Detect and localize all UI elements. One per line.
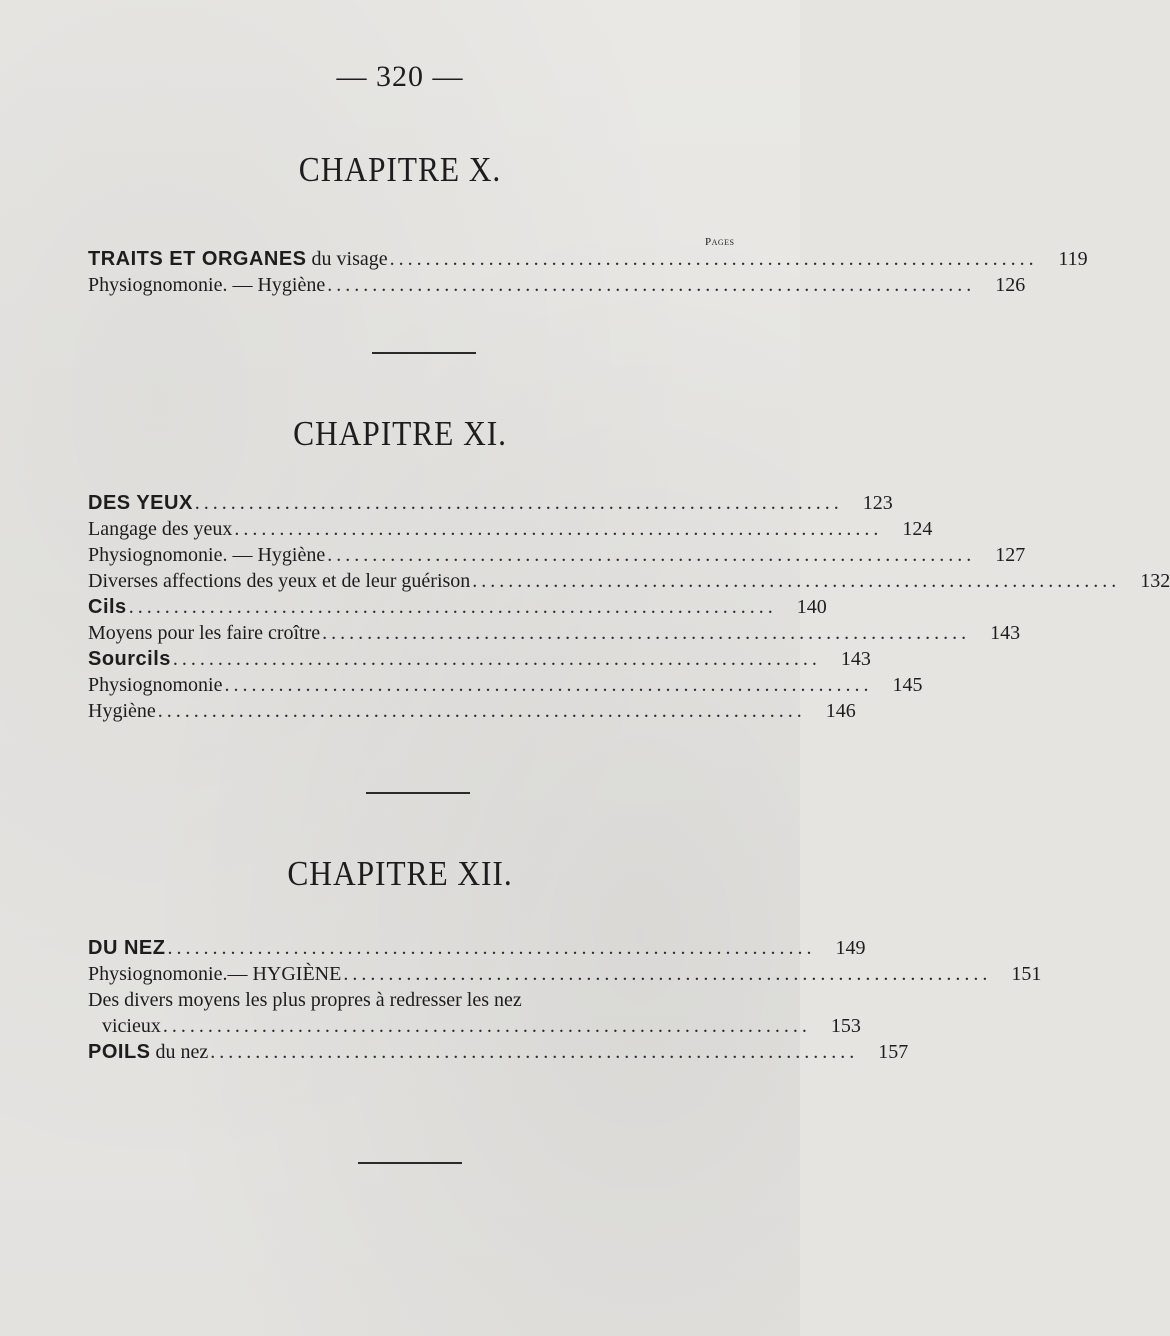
toc-entry <box>88 542 1026 568</box>
section-divider <box>358 1162 462 1164</box>
entry-text: Physiognomonie. — Hygiène <box>88 544 326 566</box>
entry-page: 123 <box>862 492 893 514</box>
entry-text: du nez <box>150 1041 209 1063</box>
entry-text: Physiognomonie.— HYGIÈNE <box>88 963 342 985</box>
entry-bold: Cils <box>88 596 127 618</box>
entry-page: 157 <box>878 1041 909 1063</box>
dot-leader: ........................................................................ <box>224 674 873 696</box>
entry-text: Diverses affections des yeux et de leur guérison <box>88 570 471 592</box>
toc-chapter-xii <box>88 935 1042 1065</box>
dot-leader: ........................................................................ <box>194 492 843 514</box>
chapter-heading-xii: CHAPITRE XII. <box>287 854 513 893</box>
entry-text: Physiognomonie <box>88 674 223 696</box>
entry-page: 132 <box>1140 570 1170 592</box>
toc-chapter-x <box>88 246 1088 298</box>
dot-leader: ........................................................................ <box>210 1041 859 1063</box>
dot-leader: ........................................................................ <box>343 963 992 985</box>
entry-bold: Sourcils <box>88 648 171 670</box>
entry-bold: POILS <box>88 1041 151 1063</box>
entry-page: 146 <box>825 700 856 722</box>
entry-bold: TRAITS ET ORGANES <box>88 248 307 270</box>
dot-leader: ........................................................................ <box>162 1015 811 1037</box>
toc-entry <box>88 490 893 516</box>
entry-page: 124 <box>902 518 933 540</box>
chapter-heading-xi: CHAPITRE XI. <box>293 414 507 453</box>
toc-entry <box>88 1039 909 1065</box>
entry-page: 153 <box>830 1015 861 1037</box>
dot-leader: ........................................................................ <box>472 570 1121 592</box>
toc-entry <box>88 961 1042 987</box>
entry-bold: DES YEUX <box>88 492 193 514</box>
entry-page: 149 <box>835 937 866 959</box>
toc-entry <box>88 698 856 724</box>
section-divider <box>372 352 476 354</box>
entry-text: du visage <box>306 248 388 270</box>
toc-entry-multiline: Des divers moyens les plus propres à redresser les nez <box>88 989 522 1011</box>
entry-text: Langage des yeux <box>88 518 233 540</box>
chapter-heading-x: CHAPITRE X. <box>298 150 502 189</box>
toc-entry <box>88 246 1088 272</box>
dot-leader: ........................................................................ <box>389 248 1038 270</box>
dot-leader: ........................................................................ <box>327 274 976 296</box>
dot-leader: ........................................................................ <box>167 937 816 959</box>
entry-page: 143 <box>840 648 871 670</box>
toc-entry <box>88 672 923 698</box>
dot-leader: ........................................................................ <box>172 648 821 670</box>
dot-leader: ........................................................................ <box>157 700 806 722</box>
toc-entry <box>88 646 871 672</box>
toc-entry <box>88 620 1021 646</box>
toc-entry <box>88 935 866 961</box>
entry-page: 127 <box>995 544 1026 566</box>
page-number: — 320 — <box>336 60 464 93</box>
entry-text: Hygiène <box>88 700 156 722</box>
entry-page: 140 <box>796 596 827 618</box>
entry-bold: DU NEZ <box>88 937 166 959</box>
toc-entry <box>88 1013 861 1039</box>
entry-page: 119 <box>1058 248 1088 270</box>
dot-leader: ........................................................................ <box>234 518 883 540</box>
dot-leader: ........................................................................ <box>128 596 777 618</box>
dot-leader: ........................................................................ <box>327 544 976 566</box>
pages-column-header: Pages <box>705 236 735 248</box>
entry-text: Physiognomonie. — Hygiène <box>88 274 326 296</box>
entry-page: 126 <box>995 274 1026 296</box>
toc-entry <box>88 594 827 620</box>
toc-chapter-xi <box>88 490 1170 724</box>
dot-leader: ........................................................................ <box>322 622 971 644</box>
toc-entry <box>88 272 1026 298</box>
entry-page: 145 <box>892 674 923 696</box>
section-divider <box>366 792 470 794</box>
entry-page: 151 <box>1011 963 1042 985</box>
toc-entry <box>88 516 933 542</box>
toc-entry <box>88 568 1170 594</box>
entry-page: 143 <box>990 622 1021 644</box>
entry-text: vicieux <box>102 1015 161 1037</box>
entry-text: Moyens pour les faire croître <box>88 622 321 644</box>
